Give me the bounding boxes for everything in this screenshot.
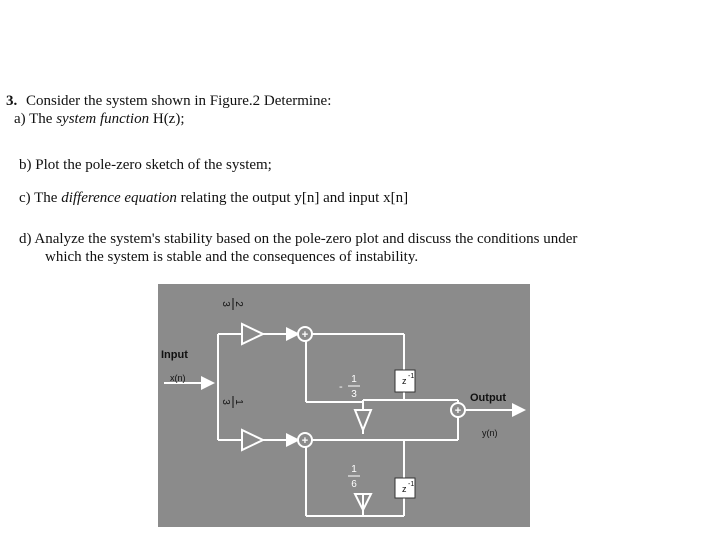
- gain-feedback-bottom-den: 6: [351, 479, 357, 490]
- part-c-suffix: relating the output y[n] and input x[n]: [176, 190, 409, 206]
- question-part-a: [14, 110, 185, 128]
- input-label: Input: [161, 349, 188, 361]
- gain-bottom-num: 1: [233, 399, 244, 405]
- part-a-prefix: a) The: [14, 111, 57, 127]
- gain-top-num: 2: [233, 301, 244, 307]
- output-signal-label: y(n): [482, 428, 498, 438]
- delay-bottom-label: z: [402, 484, 407, 494]
- gain-feedback-top-num: 1: [351, 374, 357, 385]
- block-diagram: [158, 284, 530, 527]
- gain-feedback-top-sign: -: [339, 381, 343, 393]
- question-part-c: [19, 189, 408, 207]
- gain-feedback-top-den: 3: [351, 389, 357, 400]
- gain-bottom-den: 3: [220, 399, 231, 405]
- input-signal-label: x(n): [170, 373, 186, 383]
- adder-bottom-symbol: +: [301, 435, 309, 447]
- question-part-b: b) Plot the pole-zero sketch of the system;: [19, 157, 272, 173]
- question-stem: Consider the system shown in Figure.2 Determine:: [26, 93, 332, 109]
- part-a-emphasis: system function: [56, 111, 150, 127]
- question-part-d-line2: which the system is stable and the consequences of instability.: [45, 249, 419, 265]
- gain-top-den: 3: [220, 301, 231, 307]
- figure-background: [158, 284, 530, 527]
- part-a-suffix: H(z);: [149, 111, 185, 127]
- output-label: Output: [470, 392, 507, 404]
- block-diagram-figure: [158, 284, 530, 527]
- delay-top-label: z: [402, 376, 407, 386]
- question-number: 3.: [6, 93, 18, 109]
- adder-output-symbol: +: [454, 405, 462, 417]
- adder-top-symbol: +: [301, 329, 309, 341]
- part-c-emphasis: difference equation: [61, 190, 177, 206]
- question-part-d-line1: d) Analyze the system's stability based on the pole-zero plot and discuss the conditions under: [19, 231, 578, 247]
- gain-feedback-bottom-num: 1: [351, 464, 357, 475]
- delay-top-exp: -1: [408, 373, 415, 380]
- delay-bottom-exp: -1: [408, 481, 415, 488]
- part-c-prefix: c) The: [19, 190, 62, 206]
